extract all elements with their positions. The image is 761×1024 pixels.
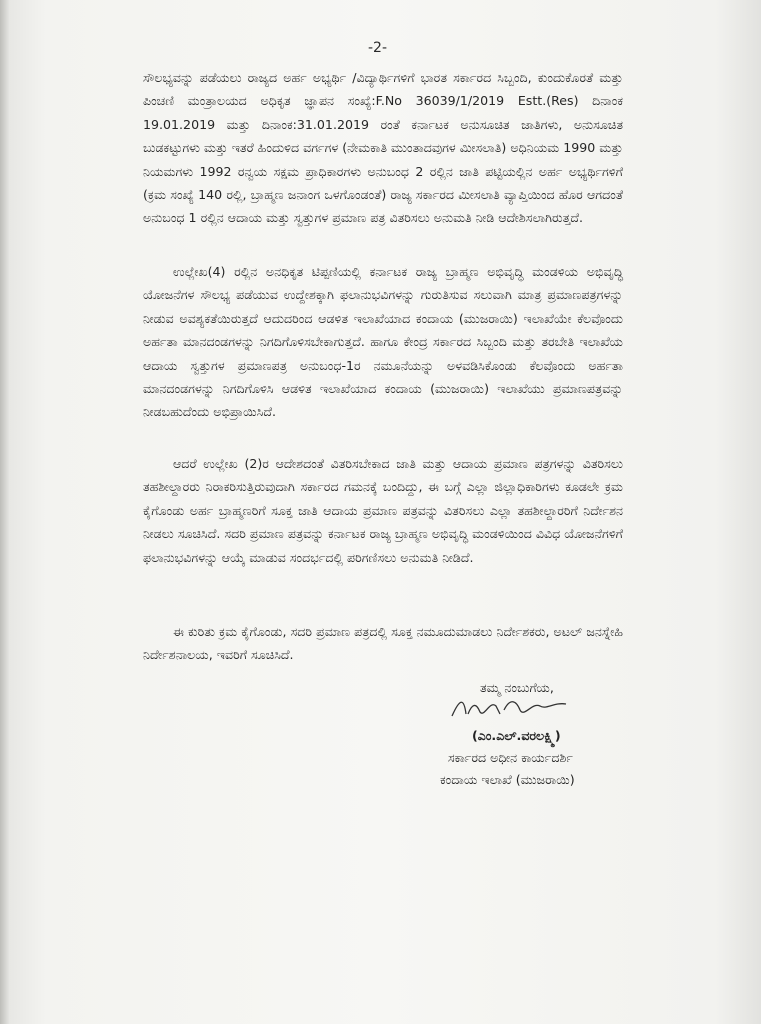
signatory-department: ಕಂದಾಯ ಇಲಾಖೆ (ಮುಜರಾಯಿ) (440, 772, 575, 787)
page-number: -2- (368, 40, 388, 56)
signatory-name: (ಎಂ.ಎಲ್.ವರಲಕ್ಷ್ಮಿ) (472, 728, 561, 743)
paragraph-1: ಸೌಲಭ್ಯವನ್ನು ಪಡೆಯಲು ರಾಜ್ಯದ ಅರ್ಹ ಅಭ್ಯರ್ಥಿ /ವಿದ್ಯಾರ್ಥಿಗಳಿಗೆ ಭಾರತ ಸರ್ಕಾರದ ಸಿಬ್ಬಂದಿ, ಕುಂದುಕೊರತೆ ಮತ್ತು ಪಿಂಚಣಿ ಮಂತ್ರಾಲಯದ ಅಧಿಕೃತ ಜ್ಞಾಪನ ಸಂಖ್ಯೆ:F.No 36039/1/2019 Estt.(Res) ದಿನಾಂಕ 19.01.2019 ಮತ್ತು ದಿನಾಂಕ:31.01.2019 ರಂತೆ ಕರ್ನಾಟಕ ಅನುಸೂಚಿತ ಜಾತಿಗಳು, ಅನುಸೂಚಿತ ಬುಡಕಟ್ಟುಗಳು ಮತ್ತು ಇತರೆ ಹಿಂದುಳಿದ ವರ್ಗಗಳ (ನೇಮಕಾತಿ ಮುಂತಾದವುಗಳ ಮೀಸಲಾತಿ) ಅಧಿನಿಯಮ 1990 ಮತ್ತು ನಿಯಮಗಳು 1992 ರನ್ವಯ ಸಕ್ಷಮ ಪ್ರಾಧಿಕಾರಗಳು ಅನುಬಂಧ 2 ರಲ್ಲಿನ ಜಾತಿ ಪಟ್ಟಿಯಲ್ಲಿನ ಅರ್ಹ ಅಭ್ಯರ್ಥಿಗಳಿಗೆ (ಕ್ರಮ ಸಂಖ್ಯೆ 140 ರಲ್ಲಿ, ಬ್ರಾಹ್ಮಣ ಜನಾಂಗ ಒಳಗೊಂಡಂತೆ) ರಾಜ್ಯ ಸರ್ಕಾರದ ಮೀಸಲಾತಿ ವ್ಯಾಪ್ತಿಯಿಂದ ಹೊರ ಆಗದಂತೆ ಅನುಬಂಧ 1 ರಲ್ಲಿನ ಆದಾಯ ಮತ್ತು ಸ್ವತ್ತುಗಳ ಪ್ರಮಾಣ ಪತ್ರ ವಿತರಿಸಲು ಅನುಮತಿ ನೀಡಿ ಆದೇಶಿಸಲಾಗಿರುತ್ತದೆ. (143, 70, 624, 226)
paragraph-4: ಈ ಕುರಿತು ಕ್ರಮ ಕೈಗೊಂಡು, ಸದರಿ ಪ್ರಮಾಣ ಪತ್ರದಲ್ಲಿ ಸೂಕ್ತ ನಮೂದುಮಾಡಲು ನಿರ್ದೇಶಕರು, ಅಟಲ್ ಜನಸ್ನೇಹಿ ನಿರ್ದೇಶನಾಲಯ, ಇವರಿಗೆ ಸೂಚಿಸಿದೆ. (143, 624, 623, 663)
paragraph-2: ಉಲ್ಲೇಖ(4) ರಲ್ಲಿನ ಅನಧಿಕೃತ ಟಿಪ್ಪಣಿಯಲ್ಲಿ ಕರ್ನಾಟಕ ರಾಜ್ಯ ಬ್ರಾಹ್ಮಣ ಅಭಿವೃದ್ಧಿ ಮಂಡಳಿಯ ಅಭಿವೃದ್ಧಿ ಯೋಜನೆಗಳ ಸೌಲಭ್ಯ ಪಡೆಯುವ ಉದ್ದೇಶಕ್ಕಾಗಿ ಫಲಾನುಭವಿಗಳನ್ನು ಗುರುತಿಸುವ ಸಲುವಾಗಿ ಮಾತ್ರ ಪ್ರಮಾಣಪತ್ರಗಳನ್ನು ನೀಡುವ ಅವಶ್ಯಕತೆಯಿರುತ್ತದೆ ಆದುದರಿಂದ ಆಡಳಿತ ಇಲಾಖೆಯಾದ ಕಂದಾಯ (ಮುಜರಾಯಿ) ಇಲಾಖೆಯೇ ಕೆಲವೊಂದು ಅರ್ಹತಾ ಮಾನದಂಡಗಳನ್ನು ನಿಗದಿಗೊಳಿಸಬೇಕಾಗುತ್ತದೆ. ಹಾಗೂ ಕೇಂದ್ರ ಸರ್ಕಾರದ ಸಿಬ್ಬಂದಿ ಮತ್ತು ತರಬೇತಿ ಇಲಾಖೆಯ ಆದಾಯ ಸ್ವತ್ತುಗಳ ಪ್ರಮಾಣಪತ್ರ ಅನುಬಂಧ-1ರ ನಮೂನೆಯನ್ನು ಅಳವಡಿಸಿಕೊಂಡು ಕೆಲವೊಂದು ಅರ್ಹತಾ ಮಾನದಂಡಗಳನ್ನು ನಿಗದಿಗೊಳಿಸಿ ಆಡಳಿತ ಇಲಾಖೆಯಾದ ಕಂದಾಯ (ಮುಜರಾಯಿ) ಇಲಾಖೆಯು ಪ್ರಮಾಣಪತ್ರವನ್ನು ನೀಡಬಹುದೆಂದು ಅಭಿಪ್ರಾಯಿಸಿದೆ. (143, 264, 623, 420)
scan-edge-shadow (0, 0, 10, 1024)
handwritten-signature (450, 692, 570, 724)
closing-line: ತಮ್ಮ ನಂಬುಗೆಯ, (480, 680, 554, 695)
signatory-designation: ಸರ್ಕಾರದ ಅಧೀನ ಕಾರ್ಯದರ್ಶಿ (448, 750, 573, 765)
paragraph-3: ಆದರೆ ಉಲ್ಲೇಖ (2)ರ ಆದೇಶದಂತೆ ವಿತರಿಸಬೇಕಾದ ಜಾತಿ ಮತ್ತು ಆದಾಯ ಪ್ರಮಾಣ ಪತ್ರಗಳನ್ನು ವಿತರಿಸಲು ತಹಶೀಲ್ದಾರರು ನಿರಾಕರಿಸುತ್ತಿರುವುದಾಗಿ ಸರ್ಕಾರದ ಗಮನಕ್ಕೆ ಬಂದಿದ್ದು, ಈ ಬಗ್ಗೆ ಎಲ್ಲಾ ಜಿಲ್ಲಾಧಿಕಾರಿಗಳು ಕೂಡಲೇ ಕ್ರಮ ಕೈಗೊಂಡು ಅರ್ಹ ಬ್ರಾಹ್ಮಣರಿಗೆ ಸೂಕ್ತ ಜಾತಿ ಆದಾಯ ಪ್ರಮಾಣ ಪತ್ರವನ್ನು ವಿತರಿಸಲು ಎಲ್ಲಾ ತಹಶೀಲ್ದಾರರಿಗೆ ನಿರ್ದೇಶನ ನೀಡಲು ಸೂಚಿಸಿದೆ. ಸದರಿ ಪ್ರಮಾಣ ಪತ್ರವನ್ನು ಕರ್ನಾಟಕ ರಾಜ್ಯ ಬ್ರಾಹ್ಮಣ ಅಭಿವೃದ್ಧಿ ಮಂಡಳಿಯಿಂದ ವಿವಿಧ ಯೋಜನೆಗಳಿಗೆ ಫಲಾನುಭವಿಗಳನ್ನು ಆಯ್ಕೆ ಮಾಡುವ ಸಂದರ್ಭದಲ್ಲಿ ಪರಿಗಣಿಸಲು ಅನುಮತಿ ನೀಡಿದೆ. (143, 456, 623, 565)
